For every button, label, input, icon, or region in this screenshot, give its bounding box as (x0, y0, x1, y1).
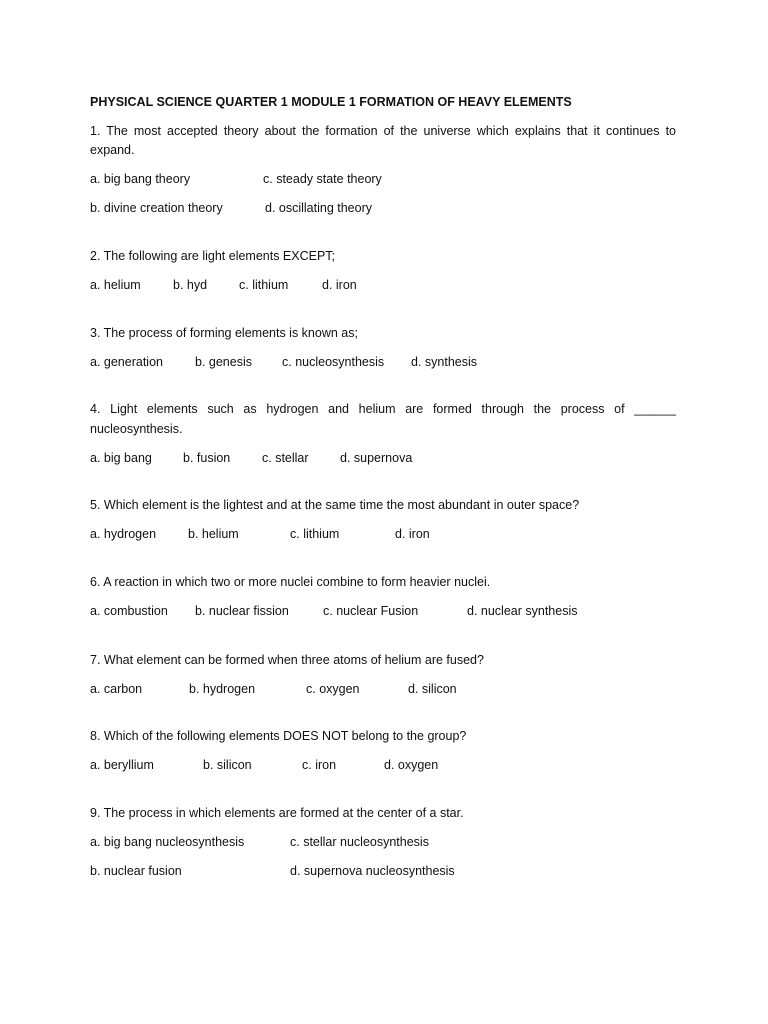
question-7-option-b: b. hydrogen (189, 682, 256, 696)
question-4-text-line-1: 4. Light elements such as hydrogen and helium are formed through the process of ______ (90, 402, 676, 416)
question-5-option-c: c. lithium (290, 527, 340, 541)
question-7-option-a: a. carbon (90, 682, 143, 696)
question-9-option-c: c. stellar nucleosynthesis (290, 835, 429, 849)
question-1-text-line-1: 1. The most accepted theory about the formation of the universe which explains that it continues to (90, 124, 676, 138)
question-2-option-d: d. iron (322, 278, 357, 292)
question-1-option-b: b. divine creation theory (90, 201, 223, 215)
question-3-option-c: c. nucleosynthesis (282, 355, 385, 369)
question-8-text: 8. Which of the following elements DOES NOT belong to the group? (90, 729, 467, 743)
question-6-option-d: d. nuclear synthesis (467, 604, 578, 618)
question-4-text-line-2: nucleosynthesis. (90, 422, 183, 436)
question-3-option-a: a. generation (90, 355, 163, 369)
question-9-option-a: a. big bang nucleosynthesis (90, 835, 245, 849)
question-9-option-b: b. nuclear fusion (90, 864, 182, 878)
question-8-option-d: d. oxygen (384, 758, 439, 772)
question-6-option-b: b. nuclear fission (195, 604, 289, 618)
question-3-option-d: d. synthesis (411, 355, 478, 369)
question-7-text: 7. What element can be formed when three atoms of helium are fused? (90, 653, 484, 667)
question-5-option-d: d. iron (395, 527, 430, 541)
question-6-option-c: c. nuclear Fusion (323, 604, 419, 618)
question-1-option-d: d. oscillating theory (265, 201, 373, 215)
question-9-text: 9. The process in which elements are formed at the center of a star. (90, 806, 464, 820)
question-4-option-a: a. big bang (90, 451, 152, 465)
question-2-option-b: b. hyd (173, 278, 208, 292)
question-1-option-c: c. steady state theory (263, 172, 382, 186)
question-3-option-b: b. genesis (195, 355, 252, 369)
question-4-option-c: c. stellar (262, 451, 309, 465)
question-7-option-c: c. oxygen (306, 682, 360, 696)
question-2-option-c: c. lithium (239, 278, 289, 292)
question-5-option-b: b. helium (188, 527, 239, 541)
question-8-option-c: c. iron (302, 758, 337, 772)
question-4-option-d: d. supernova (340, 451, 413, 465)
question-6-option-a: a. combustion (90, 604, 168, 618)
question-9-option-d: d. supernova nucleosynthesis (290, 864, 455, 878)
question-3-text: 3. The process of forming elements is known as; (90, 326, 358, 340)
question-1-text-line-2: expand. (90, 143, 135, 157)
question-5-option-a: a. hydrogen (90, 527, 157, 541)
question-6-text: 6. A reaction in which two or more nuclei combine to form heavier nuclei. (90, 575, 491, 589)
question-8-option-b: b. silicon (203, 758, 252, 772)
question-4-option-b: b. fusion (183, 451, 231, 465)
question-5-text: 5. Which element is the lightest and at the same time the most abundant in outer space? (90, 498, 580, 512)
question-8-option-a: a. beryllium (90, 758, 154, 772)
question-2-option-a: a. helium (90, 278, 141, 292)
question-2-text: 2. The following are light elements EXCEPT; (90, 249, 336, 263)
page-title: PHYSICAL SCIENCE QUARTER 1 MODULE 1 FORMATION OF HEAVY ELEMENTS (90, 95, 572, 109)
question-7-option-d: d. silicon (408, 682, 457, 696)
question-1-option-a: a. big bang theory (90, 172, 191, 186)
